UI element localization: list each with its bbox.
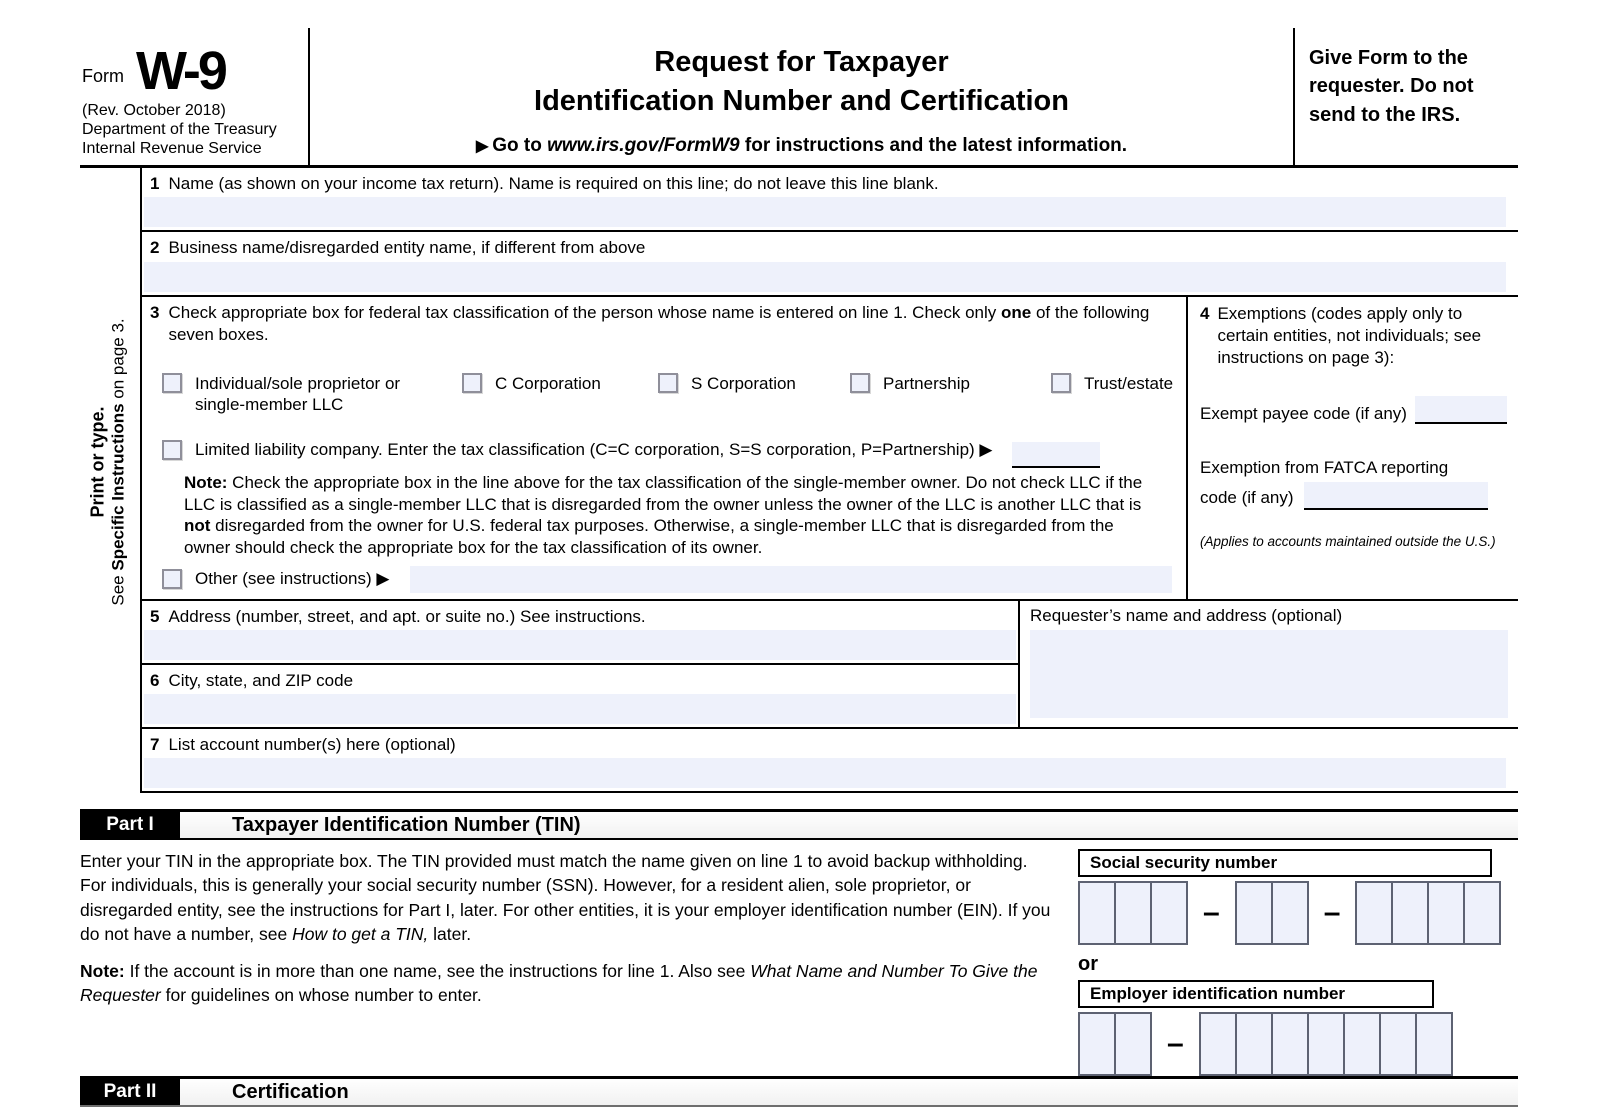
- requester-box: [1020, 601, 1518, 728]
- line-4-text: Exemptions (codes apply only to certain entities, not individuals; see instructions on page 3):: [1217, 303, 1482, 367]
- part-1-body: [80, 840, 1518, 1076]
- ein-label-box: Employer identification number: [1078, 980, 1434, 1008]
- sidebar-column: [80, 168, 140, 793]
- form-sheet: [80, 28, 1518, 1107]
- other-checkbox[interactable]: [162, 569, 182, 589]
- trust-estate-checkbox[interactable]: [1051, 373, 1071, 393]
- line-7-label: [142, 729, 1518, 756]
- individual-checkbox[interactable]: [162, 373, 182, 393]
- see-instructions-text: See Specific Instructions on page 3.: [108, 318, 128, 606]
- c-corporation-checkbox-label: C Corporation: [495, 373, 601, 393]
- city-state-zip-input[interactable]: [144, 694, 1016, 724]
- line-5-label: [142, 601, 1018, 628]
- line-7-number: 7: [150, 735, 160, 754]
- line-6-label: [142, 665, 1018, 692]
- line-3-text: Check appropriate box for federal tax classification of the person whose name is entered on line 1. Check only one of the following seven boxes.: [168, 302, 1150, 344]
- line-5-number: 5: [150, 606, 160, 626]
- address-column: [142, 601, 1020, 728]
- print-or-type-text: Print or type.: [87, 406, 108, 518]
- s-corporation-checkbox[interactable]: [658, 373, 678, 393]
- ein-cell[interactable]: [1114, 1012, 1152, 1076]
- ssn-label-box: Social security number: [1078, 849, 1492, 877]
- line-6-row: [142, 665, 1018, 724]
- fatca-row2: [1200, 482, 1508, 510]
- form-title-line1: Request for Taxpayer: [654, 46, 949, 79]
- ssn-cell[interactable]: [1463, 881, 1501, 945]
- name-input[interactable]: [144, 197, 1506, 227]
- form-title-line2: Identification Number and Certification: [534, 84, 1069, 117]
- goto-url[interactable]: www.irs.gov/FormW9: [547, 135, 740, 156]
- ein-cell[interactable]: [1415, 1012, 1453, 1076]
- address-input[interactable]: [144, 630, 1016, 660]
- right-pointer-icon: ▶: [979, 440, 993, 460]
- checkbox-item-s-corporation: [658, 373, 844, 394]
- part-1-bar: [80, 809, 1518, 840]
- individual-checkbox-label: Individual/sole proprietor or single-member LLC: [195, 373, 401, 414]
- fatca-label-line2: code (if any): [1200, 487, 1294, 507]
- exempt-payee-row: [1200, 396, 1508, 424]
- agency-line: Internal Revenue Service: [82, 140, 262, 158]
- llc-classification-input[interactable]: [1012, 442, 1100, 468]
- form-id-block: [80, 28, 310, 165]
- goto-instructions-line: [310, 135, 1293, 157]
- form-body: [80, 168, 1518, 793]
- classification-checkbox-row: [162, 373, 1178, 416]
- line-1-number: 1: [150, 174, 160, 193]
- exempt-payee-label: Exempt payee code (if any): [1200, 403, 1407, 423]
- ein-cells: [1078, 1012, 1518, 1076]
- goto-suffix: for instructions and the latest information.: [739, 135, 1128, 156]
- part-1-label: Part I: [80, 812, 180, 838]
- ein-cell[interactable]: [1343, 1012, 1381, 1076]
- ssn-cell[interactable]: [1355, 881, 1393, 945]
- ein-cell[interactable]: [1379, 1012, 1417, 1076]
- ssn-cell[interactable]: [1391, 881, 1429, 945]
- line-6-text: City, state, and ZIP code: [168, 670, 354, 690]
- requester-input[interactable]: [1030, 630, 1508, 718]
- tin-entry-area: [1058, 849, 1518, 1076]
- fatca-row: [1200, 456, 1508, 510]
- ein-cell[interactable]: [1235, 1012, 1273, 1076]
- trust-estate-checkbox-label: Trust/estate: [1084, 373, 1174, 393]
- line-4-label: [1200, 303, 1508, 369]
- ssn-cell[interactable]: [1235, 881, 1273, 945]
- line-3-number: 3: [150, 302, 160, 322]
- llc-note: Note: Check the appropriate box in the line above for the tax classification of the single-member owner. Do not check LLC if the LLC is classified as a single-member LLC that is disregarded from the owner unless the owner of the LLC is another LLC that is not disregarded from the owner for U.S. federal tax purposes. Otherwise, a single-member LLC that is disregarded from the owner should check the appropriate box for the tax classification of its owner.: [184, 473, 1143, 557]
- ssn-dash: –: [1203, 896, 1220, 930]
- right-pointer-icon: ▶: [475, 138, 489, 155]
- part-2-label: Part II: [80, 1079, 180, 1105]
- business-name-input[interactable]: [144, 262, 1506, 292]
- fatca-code-input[interactable]: [1304, 482, 1488, 510]
- form-header: [80, 28, 1518, 168]
- or-text: or: [1078, 953, 1098, 976]
- line-5-row: [142, 601, 1018, 665]
- line-1-row: [142, 168, 1518, 232]
- line-2-text: Business name/disregarded entity name, if different from above: [168, 238, 646, 258]
- line-5-text: Address (number, street, and apt. or suite no.) See instructions.: [168, 606, 646, 626]
- ein-cell[interactable]: [1199, 1012, 1237, 1076]
- right-pointer-icon: ▶: [376, 569, 390, 588]
- line-3-4-row: [142, 297, 1518, 601]
- ein-cell[interactable]: [1271, 1012, 1309, 1076]
- llc-checkbox[interactable]: [162, 440, 182, 460]
- print-or-type-vertical-label: [87, 318, 128, 605]
- form-title: [310, 43, 1293, 120]
- partnership-checkbox-label: Partnership: [883, 373, 970, 393]
- ssn-dash: –: [1323, 896, 1341, 930]
- exempt-payee-code-input[interactable]: [1415, 396, 1507, 424]
- llc-row: [162, 437, 1178, 463]
- line-1-label: [142, 168, 1518, 195]
- ssn-cells: [1078, 881, 1518, 945]
- part-1-title: Taxpayer Identification Number (TIN): [232, 813, 581, 836]
- part-2-title: Certification: [232, 1080, 349, 1103]
- other-row: [162, 566, 1178, 593]
- give-form-notice: Give Form to the requester. Do not send to the IRS.: [1293, 28, 1518, 165]
- ein-cell[interactable]: [1078, 1012, 1116, 1076]
- form-title-block: [310, 28, 1293, 165]
- line-5-6-row: [142, 601, 1518, 730]
- tin-instructions: [80, 849, 1058, 1076]
- checkbox-item-partnership: [850, 373, 1043, 394]
- llc-label: Limited liability company. Enter the tax classification (C=C corporation, S=S corporation, P=Partnership) ▶: [195, 440, 993, 460]
- line-7-row: [142, 729, 1518, 793]
- tin-paragraph: Enter your TIN in the appropriate box. The TIN provided must match the name given on line 1 to avoid backup withholding. For individuals, this is generally your social security number (SSN). However, for a resident alien, sole proprietor, or disregarded entity, see the instructions for Part I, later. For other entities, it is your employer identification number (EIN). If you do not have a number, see How to get a TIN, later.: [80, 851, 1051, 944]
- ssn-cell[interactable]: [1114, 881, 1152, 945]
- c-corporation-checkbox[interactable]: [462, 373, 482, 393]
- form-word: Form: [82, 66, 124, 87]
- ssn-cell[interactable]: [1150, 881, 1188, 945]
- partnership-checkbox[interactable]: [850, 373, 870, 393]
- checkbox-item-trust-estate: [1051, 373, 1173, 394]
- ssn-cell[interactable]: [1427, 881, 1465, 945]
- requester-label: Requester’s name and address (optional): [1030, 605, 1343, 625]
- line-3-label: [150, 302, 1178, 346]
- form-number-line: [82, 41, 298, 101]
- other-input[interactable]: [410, 566, 1172, 593]
- form-revision: (Rev. October 2018): [82, 102, 226, 120]
- checkbox-item-individual: [162, 373, 454, 416]
- tax-classification-section: [142, 297, 1186, 599]
- applies-note: (Applies to accounts maintained outside the U.S.): [1200, 533, 1496, 549]
- s-corporation-checkbox-label: S Corporation: [691, 373, 796, 393]
- line-6-number: 6: [150, 670, 160, 690]
- line-2-row: [142, 232, 1518, 296]
- form-number: W-9: [136, 41, 225, 101]
- fatca-label-line1: Exemption from FATCA reporting: [1200, 457, 1449, 477]
- goto-prefix: Go to: [492, 135, 548, 156]
- department-line: Department of the Treasury: [82, 121, 277, 139]
- ein-cell[interactable]: [1307, 1012, 1345, 1076]
- line-2-number: 2: [150, 238, 160, 258]
- ssn-cell[interactable]: [1271, 881, 1309, 945]
- line-4-number: 4: [1200, 303, 1210, 323]
- line-1-text: Name (as shown on your income tax return). Name is required on this line; do not leave this line blank.: [168, 174, 939, 193]
- checkbox-item-c-corporation: [462, 373, 650, 394]
- other-label: Other (see instructions) ▶: [195, 569, 390, 588]
- line-2-label: [142, 232, 1518, 259]
- form-rows: [140, 168, 1518, 793]
- ein-dash: –: [1167, 1027, 1184, 1061]
- account-numbers-input[interactable]: [144, 758, 1506, 788]
- part-2-bar: [80, 1076, 1518, 1107]
- exemptions-section: [1186, 297, 1518, 599]
- tin-note: Note: If the account is in more than one name, see the instructions for line 1. Also see What Name and Number To Give the Requester for guidelines on whose number to enter.: [80, 960, 1038, 1005]
- ssn-cell[interactable]: [1078, 881, 1116, 945]
- line-7-text: List account number(s) here (optional): [168, 735, 456, 754]
